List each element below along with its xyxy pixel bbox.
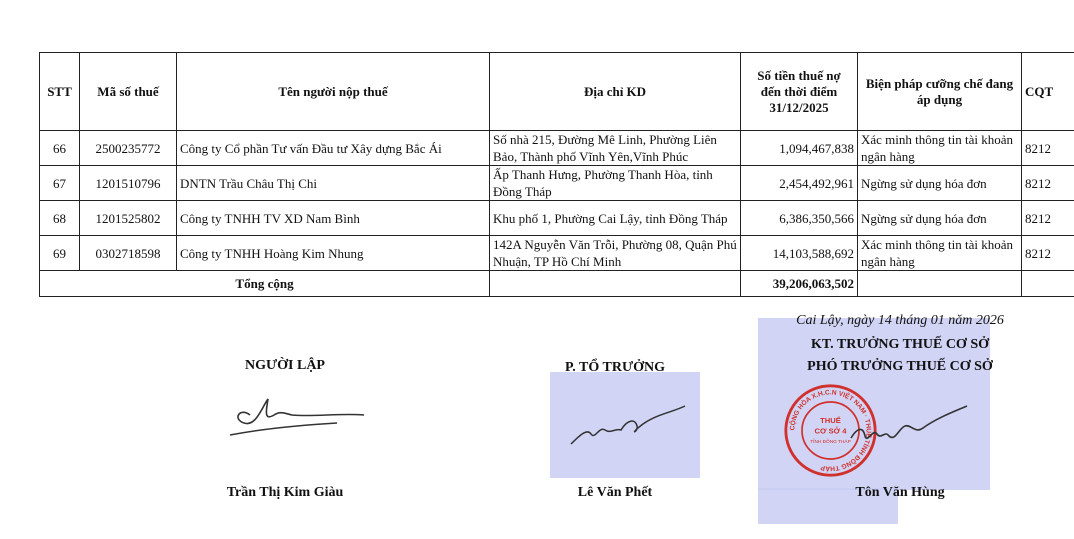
stamp-line-2: CƠ SỞ 4 — [814, 426, 847, 436]
chief-title-1: KT. TRƯỞNG THUẾ CƠ SỞ — [810, 337, 989, 352]
cell-address: Khu phố 1, Phường Cai Lậy, tỉnh Đồng Tháp — [490, 201, 741, 236]
table-row — [40, 131, 1074, 166]
deputy-title: P. TỔ TRƯỞNG — [565, 360, 665, 375]
chief-signature — [845, 398, 970, 453]
cell-stt: 67 — [40, 166, 80, 201]
cell-taxpayer-name: Công ty TNHH TV XD Nam Bình — [177, 201, 490, 236]
header-debt-amount: Số tiền thuế nợ đến thời điểm 31/12/2025 — [741, 53, 858, 131]
stamp-outer-text: CỘNG HÒA X.H.C.N VIỆT NAM · THUẾ TỈNH ĐỒNG THÁP — [789, 389, 872, 472]
header-stt: STT — [40, 53, 80, 131]
cell-enforcement: Xác minh thông tin tài khoản ngân hàng — [858, 131, 1022, 166]
cell-cqt: 8212 — [1022, 166, 1074, 201]
cell-enforcement: Ngừng sử dụng hóa đơn — [858, 201, 1022, 236]
total-empty-cell — [858, 271, 1022, 297]
preparer-name: Trần Thị Kim Giàu — [226, 485, 344, 500]
table-total-row — [40, 271, 1074, 297]
cell-address: Số nhà 215, Đường Mê Linh, Phường Liên Bảo, Thành phố Vĩnh Yên,Vĩnh Phúc — [490, 131, 741, 166]
cell-taxpayer-name: DNTN Trầu Châu Thị Chi — [177, 166, 490, 201]
header-tax-code: Mã số thuế — [80, 53, 177, 131]
cell-tax-code: 1201525802 — [80, 201, 177, 236]
total-empty-cell — [490, 271, 741, 297]
cell-stt: 68 — [40, 201, 80, 236]
header-taxpayer-name: Tên người nộp thuế — [177, 53, 490, 131]
cell-cqt: 8212 — [1022, 236, 1074, 271]
cell-taxpayer-name: Công ty Cổ phần Tư vấn Đầu tư Xây dựng Bắc Ái — [177, 131, 490, 166]
cell-address: Ấp Thanh Hưng, Phường Thanh Hòa, tỉnh Đồng Tháp — [490, 166, 741, 201]
cell-taxpayer-name: Công ty TNHH Hoàng Kim Nhung — [177, 236, 490, 271]
tax-debt-table-wrapper — [39, 52, 1074, 297]
preparer-signature — [222, 385, 372, 445]
cell-debt-amount: 6,386,350,566 — [741, 201, 858, 236]
header-enforcement: Biện pháp cưỡng chế đang áp dụng — [858, 53, 1022, 131]
total-amount: 39,206,063,502 — [741, 271, 858, 297]
preparer-title: NGƯỜI LẬP — [245, 358, 325, 373]
table-row — [40, 201, 1074, 236]
header-cqt: CQT — [1022, 53, 1074, 131]
table-row — [40, 166, 1074, 201]
cell-cqt: 8212 — [1022, 201, 1074, 236]
total-empty-cell — [1022, 271, 1074, 297]
stamp-line-1: THUẾ — [820, 415, 841, 425]
table-row — [40, 236, 1074, 271]
cell-debt-amount: 1,094,467,838 — [741, 131, 858, 166]
deputy-signature — [565, 400, 690, 455]
tax-debt-table — [39, 52, 1074, 297]
cell-tax-code: 0302718598 — [80, 236, 177, 271]
total-label: Tổng cộng — [40, 271, 490, 297]
cell-debt-amount: 2,454,492,961 — [741, 166, 858, 201]
cell-cqt: 8212 — [1022, 131, 1074, 166]
header-address: Địa chỉ KD — [490, 53, 741, 131]
cell-address: 142A Nguyễn Văn Trỗi, Phường 08, Quận Phú Nhuận, TP Hồ Chí Minh — [490, 236, 741, 271]
cell-debt-amount: 14,103,588,692 — [741, 236, 858, 271]
cell-enforcement: Xác minh thông tin tài khoản ngân hàng — [858, 236, 1022, 271]
chief-title-2: PHÓ TRƯỞNG THUẾ CƠ SỞ — [807, 359, 993, 374]
stamp-line-3: TỈNH ĐỒNG THÁP — [810, 439, 851, 445]
cell-stt: 69 — [40, 236, 80, 271]
preparer-block — [185, 358, 385, 374]
cell-stt: 66 — [40, 131, 80, 166]
chief-name: Tôn Văn Hùng — [855, 485, 945, 500]
table-header-row — [40, 53, 1074, 131]
cell-tax-code: 2500235772 — [80, 131, 177, 166]
cell-tax-code: 1201510796 — [80, 166, 177, 201]
deputy-name: Lê Văn Phết — [577, 485, 653, 500]
cell-enforcement: Ngừng sử dụng hóa đơn — [858, 166, 1022, 201]
place-date: Cai Lậy, ngày 14 tháng 01 năm 2026 — [796, 313, 1004, 328]
